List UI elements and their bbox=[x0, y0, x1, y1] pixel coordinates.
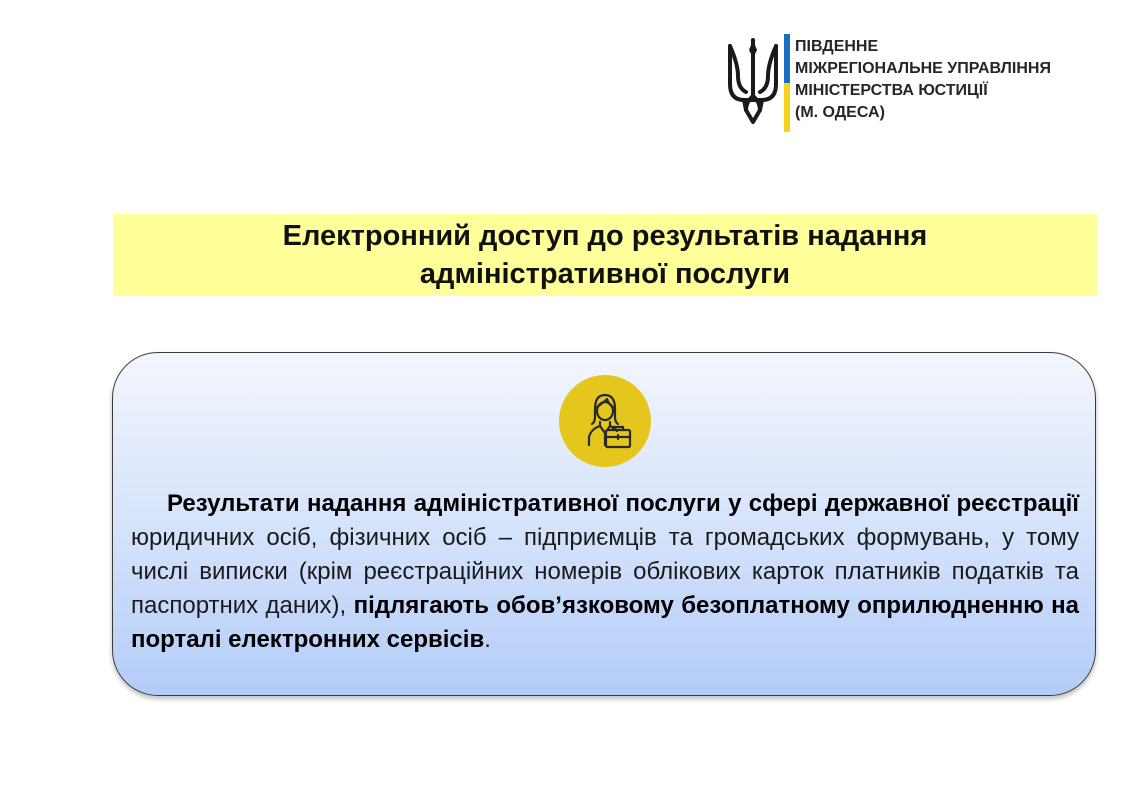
businesswoman-briefcase-icon bbox=[559, 375, 651, 467]
org-line-2: МІЖРЕГІОНАЛЬНЕ УПРАВЛІННЯ bbox=[795, 60, 1051, 77]
body-text: юридичних осіб, фізичних осіб – підприємців та громадських формувань, у тому числі виписки (крім реєстраційних номерів облікових карток платників податків та паспортних даних), bbox=[131, 524, 1079, 619]
info-paragraph bbox=[131, 487, 1079, 657]
bold-intro: Результати надання адміністративної послуги у сфері державної реєстрації bbox=[167, 490, 1079, 517]
organization-name bbox=[795, 36, 1051, 124]
org-line-1: ПІВДЕННЕ bbox=[795, 38, 879, 55]
flag-bar bbox=[784, 34, 790, 132]
paragraph-end: . bbox=[484, 626, 491, 653]
org-line-3: МІНІСТЕРСТВА ЮСТИЦІЇ bbox=[795, 82, 988, 99]
ministry-logo bbox=[724, 34, 1104, 134]
icon-badge bbox=[559, 375, 651, 467]
page-title-line-2: адміністративної послуги bbox=[419, 258, 791, 290]
page-title-line-1: Електронний доступ до результатів надання bbox=[282, 220, 928, 252]
trident-icon bbox=[724, 36, 782, 128]
org-line-4: (М. ОДЕСА) bbox=[795, 104, 885, 121]
bold-outro: підлягають обов’язковому безоплатному оприлюдненню на порталі електронних сервісів bbox=[131, 592, 1080, 653]
title-band bbox=[113, 214, 1097, 296]
info-card bbox=[112, 352, 1096, 696]
flag-blue-stripe bbox=[784, 34, 790, 83]
flag-yellow-stripe bbox=[784, 83, 790, 132]
